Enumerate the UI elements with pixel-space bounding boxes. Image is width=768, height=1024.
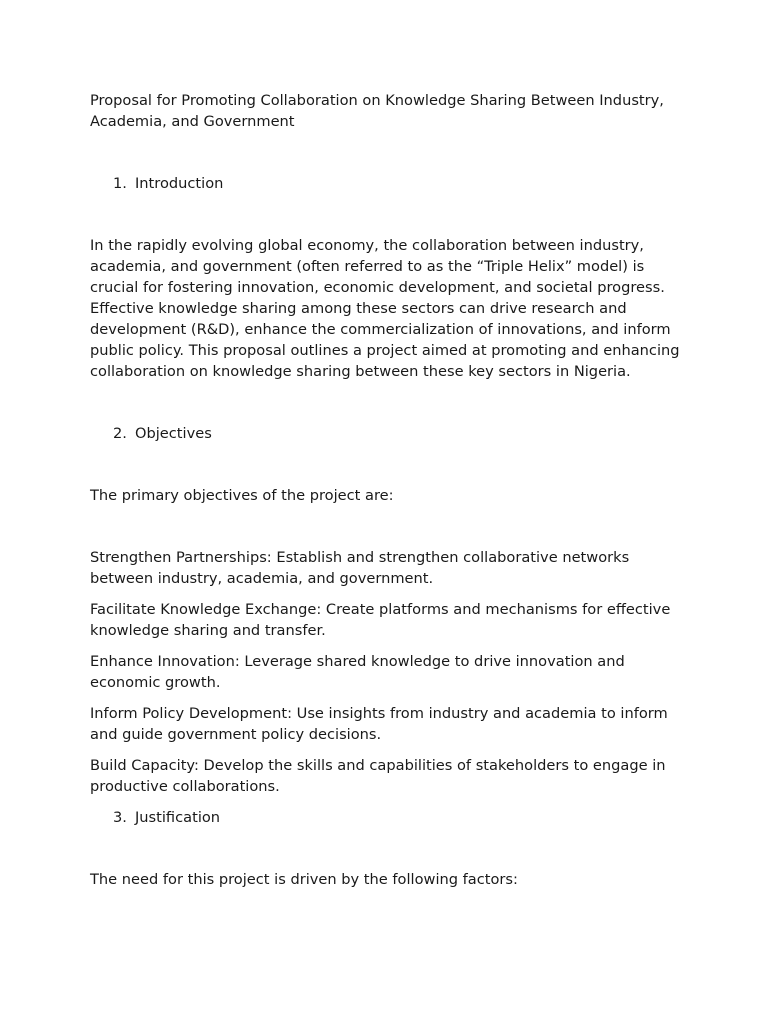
list-item: Enhance Innovation: Leverage shared knowledge to drive innovation and economic growth. — [90, 653, 625, 691]
list-item: Facilitate Knowledge Exchange: Create platforms and mechanisms for effective knowledge sharing and transfer. — [90, 601, 671, 639]
list-item: Strengthen Partnerships: Establish and strengthen collaborative networks between industry, academia, and government. — [90, 549, 630, 587]
section-number: 2. — [113, 425, 127, 442]
objectives-list — [90, 547, 680, 797]
section-heading-justification — [90, 807, 680, 828]
document-title: Proposal for Promoting Collaboration on Knowledge Sharing Between Industry, Academia, and Government — [90, 92, 664, 130]
justification-intro: The need for this project is driven by the following factors: — [90, 871, 518, 888]
section-title: Introduction — [135, 175, 224, 192]
section-title: Justification — [135, 809, 221, 826]
section-title: Objectives — [135, 425, 212, 442]
objectives-intro: The primary objectives of the project are: — [90, 487, 394, 504]
introduction-paragraph: In the rapidly evolving global economy, the collaboration between industry, academia, and government (often referred to as the “Triple Helix” model) is crucial for fostering innovation, economic development, and societal progress. Effective knowledge sharing among these sectors can drive research and development (R&D), enhance the commercialization of innovations, and inform public policy. This proposal outlines a project aimed at promoting and enhancing collaboration on knowledge sharing between these key sectors in Nigeria. — [90, 237, 680, 380]
section-heading-introduction — [90, 173, 680, 194]
list-item: Inform Policy Development: Use insights from industry and academia to inform and guide government policy decisions. — [90, 705, 668, 743]
section-number: 1. — [113, 175, 127, 192]
section-heading-objectives — [90, 423, 680, 444]
list-item: Build Capacity: Develop the skills and capabilities of stakeholders to engage in productive collaborations. — [90, 757, 666, 795]
document-page — [90, 90, 680, 890]
section-number: 3. — [113, 809, 127, 826]
